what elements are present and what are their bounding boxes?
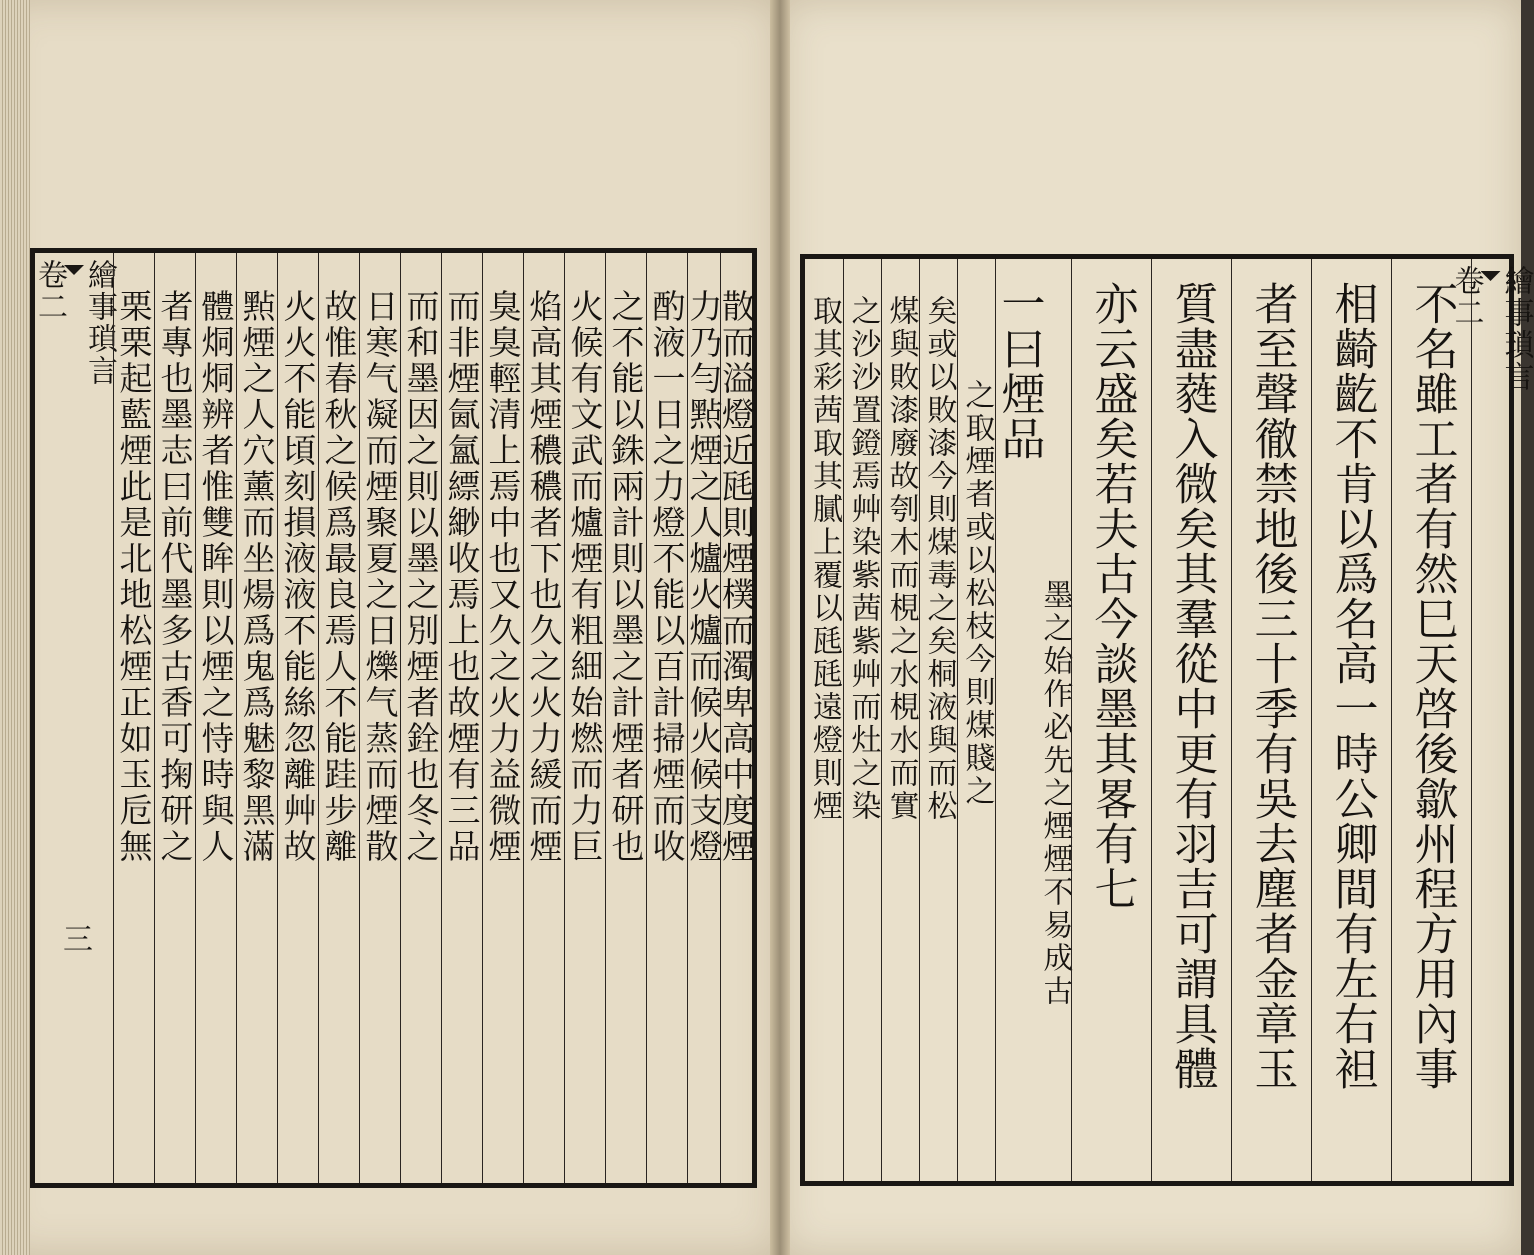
fish-tail-mark: [1481, 271, 1501, 281]
side-column: [32, 253, 117, 1183]
text-column: 酌液一日之力燈不能以百計掃煙而收: [646, 253, 687, 1183]
text-column: 焰高其煙穠穠者下也久之火力緩而煙: [523, 253, 564, 1183]
text-column: 而非煙氤氳縹緲收焉上也故煙有三品: [441, 253, 482, 1183]
text-column: 力乃勻㸃煙之人爐火爐而候火候支燈: [687, 253, 720, 1183]
book-title: 繪事瑣言: [82, 259, 117, 387]
text-column: 者至聲徹禁地後三十季有吳去塵者金章玉: [1231, 259, 1311, 1181]
text-column: 之取煙者或以松枝今則煤賤之: [957, 259, 995, 1181]
text-column: 煤與敗漆廢故刳木而梘之水梘水而實: [881, 259, 919, 1181]
text-column: 㸃煙之人穴薰而坐煬爲鬼爲魅黎黑滿: [236, 253, 277, 1183]
text-column: 火候有文武而爐煙有粗細始燃而力巨: [564, 253, 605, 1183]
text-column: 取其彩茜取其膩上覆以瓱瓱遠燈則煙: [807, 295, 842, 823]
volume-label: 卷二: [32, 259, 67, 323]
text-column: 者專也墨志曰前代墨多古香可掬研之: [154, 253, 195, 1183]
text-column: 不名雖工者有然巳天啓後歙州程方用內事: [1391, 259, 1471, 1181]
text-column: 日寒气凝而煙聚夏之日爍气蒸而煙散: [359, 253, 400, 1183]
text-column: 相齮齕不肯以爲名高一時公卿間有左右袒: [1311, 259, 1391, 1181]
text-column: 質盡蕤入微矣其羣從中更有羽吉可謂具體: [1151, 259, 1231, 1181]
text-column: 火火不能頃刻損液液不能絲忽離艸故: [277, 253, 318, 1183]
book-title: 繪事瑣言: [1498, 265, 1534, 393]
fish-tail-mark: [64, 265, 84, 275]
section-heading: 一曰煙品: [993, 281, 1045, 461]
text-column: 而和墨因之則以墨之別煙者銓也冬之: [400, 253, 441, 1183]
left-page-frame: [30, 248, 757, 1188]
heading-column: 一曰煙品 墨之始作必先之煙煙不易成古: [995, 259, 1071, 1181]
book-gutter: [770, 0, 790, 1255]
text-column: 亦云盛矣若夫古今談墨其畧有七: [1071, 259, 1151, 1181]
text-column: 臭臭輕清上焉中也又久之火力益微煙: [482, 253, 523, 1183]
text-column: 之不能以銖兩計則以墨之計煙者研也: [605, 253, 646, 1183]
text-column: 散而溢燈近瓱則煙樸而濁卑高中度煙: [720, 253, 752, 1183]
side-column: [1448, 259, 1534, 1181]
text-column: 栗栗起藍煙此是北地松煙正如玉卮無: [113, 253, 154, 1183]
volume-label: 卷二: [1448, 265, 1484, 329]
text-column: 故惟春秋之候爲最良焉人不能跬步離: [318, 253, 359, 1183]
text-column: 矣或以敗漆今則煤毒之矣桐液與而松: [919, 259, 957, 1181]
text-column: 體烔烔辨者惟雙眸則以煙之恃時與人: [195, 253, 236, 1183]
stacked-page-edges: [0, 0, 30, 1255]
right-page-frame: [800, 254, 1534, 1186]
page-number: 三: [57, 923, 92, 953]
text-column: 之沙沙置鐙焉艸染紫茜紫艸而灶之染: [843, 259, 881, 1181]
